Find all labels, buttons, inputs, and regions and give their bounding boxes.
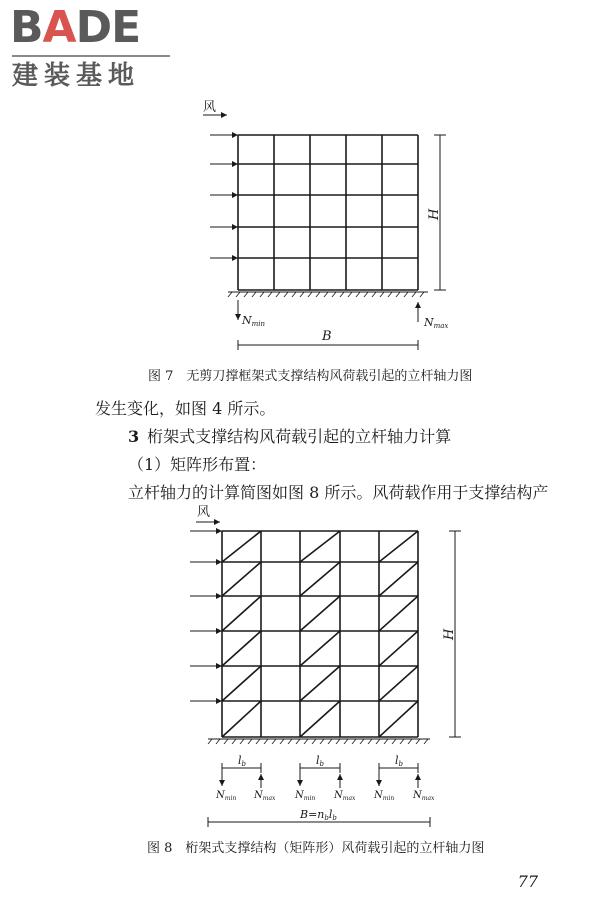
fig8-span-label-2: lb [316, 754, 325, 768]
fig7-n-min: Nmin [242, 314, 266, 328]
fig7-n-max: Nmax [424, 316, 449, 330]
fig8-n-max-1: $N_{max}$ [254, 790, 276, 802]
fig8-n-min-3: $N_{min}$ [374, 790, 395, 802]
fig8-n-min-2: $N_{min}$ [295, 790, 316, 802]
fig8-height-label: H [442, 628, 457, 640]
section-title: 桁架式支撑结构风荷载引起的立杆轴力计算 [147, 427, 452, 446]
figure-7-diagram [0, 0, 600, 360]
body-line-1: 发生变化，如图 4 所示。 [95, 399, 276, 418]
body-line-3: （1）矩阵形布置： [128, 455, 267, 474]
figure-8-caption: 图 8 桁架式支撑结构（矩阵形）风荷载引起的立杆轴力图 [147, 841, 485, 856]
section-heading [128, 426, 451, 448]
fig7-width-label: B [322, 329, 332, 344]
fig7-wind-label: 风 [203, 100, 217, 115]
fig8-span-label-3: lb [395, 754, 404, 768]
figure-7-caption: 图 7 无剪刀撑框架式支撑结构风荷载引起的立杆轴力图 [148, 369, 473, 384]
fig8-width-label: B=nblb [300, 808, 337, 822]
brand-accent: A [42, 2, 76, 53]
fig7-height-label: H [427, 208, 442, 220]
brand-subtitle: 建装基地 [12, 61, 141, 91]
fig8-wind-label: 风 [197, 505, 211, 520]
fig8-n-max-3: $N_{max}$ [413, 790, 435, 802]
fig8-n-max-2: $N_{max}$ [334, 790, 356, 802]
section-number: 3 [128, 427, 140, 446]
figure-8-diagram [0, 500, 600, 860]
fig8-span-label-1: lb [238, 754, 247, 768]
body-line-4: 立杆轴力的计算简图如图 8 所示。风荷载作用于支撑结构产 [128, 483, 549, 502]
brand-suffix: DE [75, 2, 141, 53]
page-number: 77 [517, 872, 538, 891]
brand-prefix: B [10, 2, 43, 53]
fig8-n-min-1: $N_{min}$ [216, 790, 237, 802]
